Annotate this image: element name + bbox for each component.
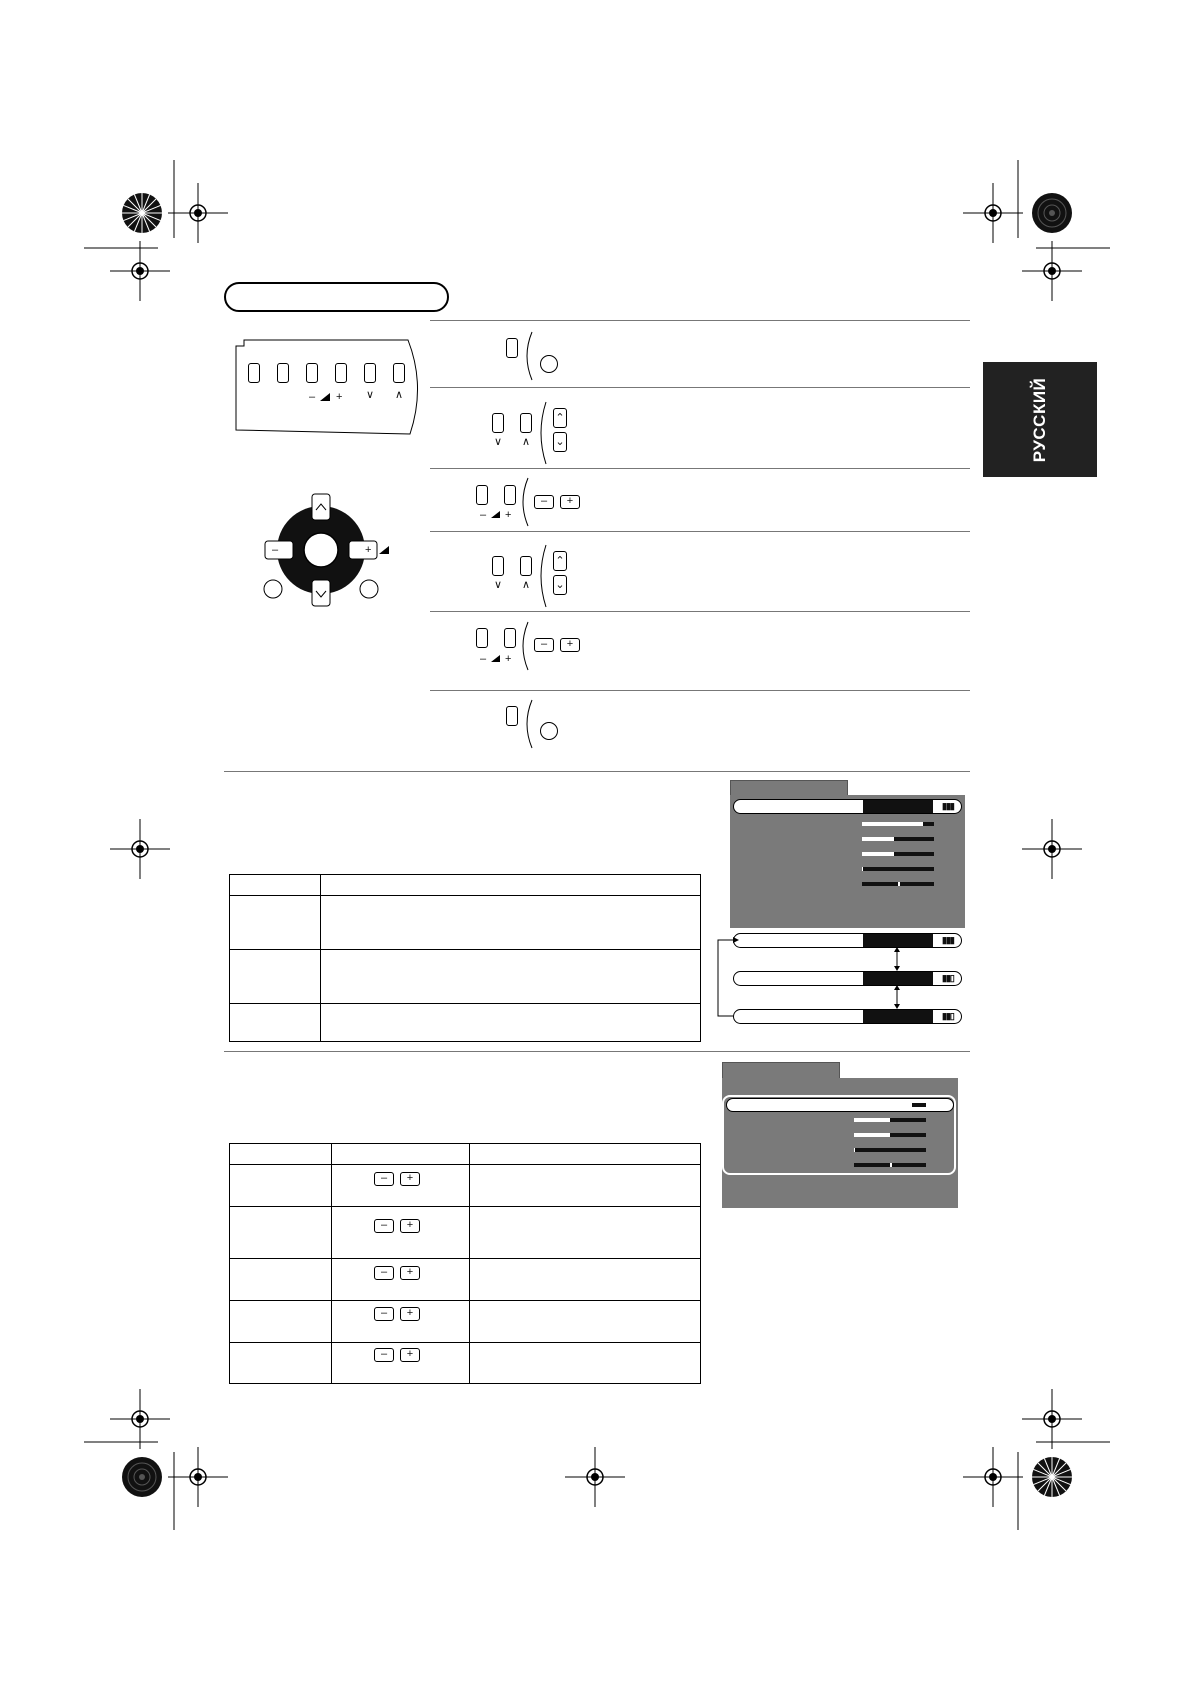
remote-down-button[interactable]: ⌄ [553,432,567,452]
section-divider [224,771,970,772]
panel-volume-up-button[interactable] [504,628,516,648]
table-cell [321,875,701,896]
remote-minus-button[interactable]: – [534,638,554,652]
remote-round-button[interactable] [540,722,558,740]
table-cell [470,1343,701,1384]
chevron-down-icon: ∨ [494,436,503,448]
table-cell [230,1004,321,1042]
remote-plus-button[interactable]: + [400,1266,420,1280]
plus-label: + [505,509,512,521]
table-cell [230,1165,332,1207]
chevron-down-icon: ∨ [366,389,375,401]
osd-selected-row[interactable] [733,799,962,814]
section-divider [224,1051,970,1052]
panel-channel-down-button[interactable] [492,413,504,433]
panel-button[interactable] [248,363,260,383]
mode-indicator-icon: ▮▮▮ [942,935,954,945]
osd-menu-picture [730,795,965,928]
remote-minus-button[interactable]: – [374,1219,394,1233]
plus-label: + [336,391,343,403]
table-cell [230,1144,332,1165]
remote-up-button[interactable]: ⌃ [553,408,567,428]
panel-volume-up-button[interactable] [504,485,516,505]
mode-indicator-icon: ▮▮▮ [942,801,954,811]
osd-level-bar [854,1148,926,1152]
table-cell [230,1259,332,1301]
osd-level-bar [862,867,934,871]
table-cell [470,1144,701,1165]
osd-level-bar [862,837,934,841]
minus-label: – [480,653,487,665]
settings-table-1 [229,874,701,1042]
remote-up-button[interactable]: ⌃ [553,551,567,571]
remote-plus-button[interactable]: + [400,1172,420,1186]
remote-plus-label: + [365,544,372,556]
panel-button[interactable] [506,706,518,726]
plus-label: + [505,653,512,665]
osd-menu-tab [722,1062,840,1079]
panel-volume-down-button[interactable] [476,628,488,648]
chevron-up-icon: ∧ [522,436,531,448]
minus-label: – [309,391,316,403]
table-cell [230,1207,332,1259]
divider [430,531,970,532]
table-cell [470,1301,701,1343]
osd-balance-bar [854,1163,926,1167]
panel-volume-down-button[interactable] [335,363,347,383]
mode-indicator-icon: ▮▮▯ [942,1011,954,1021]
panel-button[interactable] [306,363,318,383]
panel-volume-down-button[interactable] [476,485,488,505]
table-cell [470,1207,701,1259]
minus-label: – [480,509,487,521]
panel-channel-down-button[interactable] [364,363,376,383]
panel-button[interactable] [506,338,518,358]
table-cell [332,1144,470,1165]
language-tab-label: РУССКИЙ [1030,377,1049,462]
osd-level-bar [854,1133,926,1137]
remote-minus-button[interactable]: – [534,495,554,509]
tv-front-panel-illustration [230,336,430,436]
remote-plus-button[interactable]: + [400,1219,420,1233]
volume-icon [491,511,500,518]
remote-plus-button[interactable]: + [560,638,580,652]
bracket-icon [518,620,532,672]
bracket-icon [522,330,536,382]
bracket-icon [522,698,536,750]
table-cell [230,896,321,950]
cycle-arrows [710,930,910,1030]
osd-level-bar [862,822,934,826]
settings-table-2 [229,1143,701,1384]
remote-minus-button[interactable]: – [374,1266,394,1280]
mode-indicator-icon: ▮▮▯ [942,973,954,983]
table-cell [321,1004,701,1042]
table-cell [230,1343,332,1384]
volume-icon [320,393,330,401]
bracket-icon [518,476,532,528]
remote-plus-button[interactable]: + [560,495,580,509]
table-cell [230,950,321,1004]
panel-channel-down-button[interactable] [492,556,504,576]
table-cell [321,950,701,1004]
remote-minus-button[interactable]: – [374,1172,394,1186]
chevron-up-icon: ∧ [522,579,531,591]
remote-round-button[interactable] [540,355,558,373]
table-cell [230,875,321,896]
osd-level-bar [854,1103,926,1107]
bracket-icon [536,543,550,609]
bracket-icon [536,400,550,466]
table-cell [230,1301,332,1343]
remote-plus-button[interactable]: + [400,1307,420,1321]
table-cell [321,896,701,950]
remote-minus-button[interactable]: – [374,1307,394,1321]
panel-button[interactable] [277,363,289,383]
panel-channel-up-button[interactable] [520,413,532,433]
chevron-up-icon: ∧ [395,389,404,401]
osd-level-bar [854,1118,926,1122]
remote-down-button[interactable]: ⌄ [553,575,567,595]
divider [430,387,970,388]
osd-menu-tab [730,780,848,796]
table-cell [470,1259,701,1301]
divider [430,468,970,469]
panel-channel-up-button[interactable] [520,556,532,576]
divider [430,611,970,612]
chevron-down-icon: ∨ [494,579,503,591]
osd-balance-bar [862,882,934,886]
language-tab [983,362,1097,477]
panel-channel-up-button[interactable] [393,363,405,383]
osd-level-bar [862,852,934,856]
divider [430,690,970,691]
remote-minus-label: – [272,544,279,556]
divider [430,320,970,321]
remote-plus-button[interactable]: + [400,1348,420,1362]
remote-minus-button[interactable]: – [374,1348,394,1362]
volume-icon [491,655,500,662]
osd-menu-picture-adjust [722,1078,958,1208]
section-title-pill [224,282,449,312]
table-cell [470,1165,701,1207]
